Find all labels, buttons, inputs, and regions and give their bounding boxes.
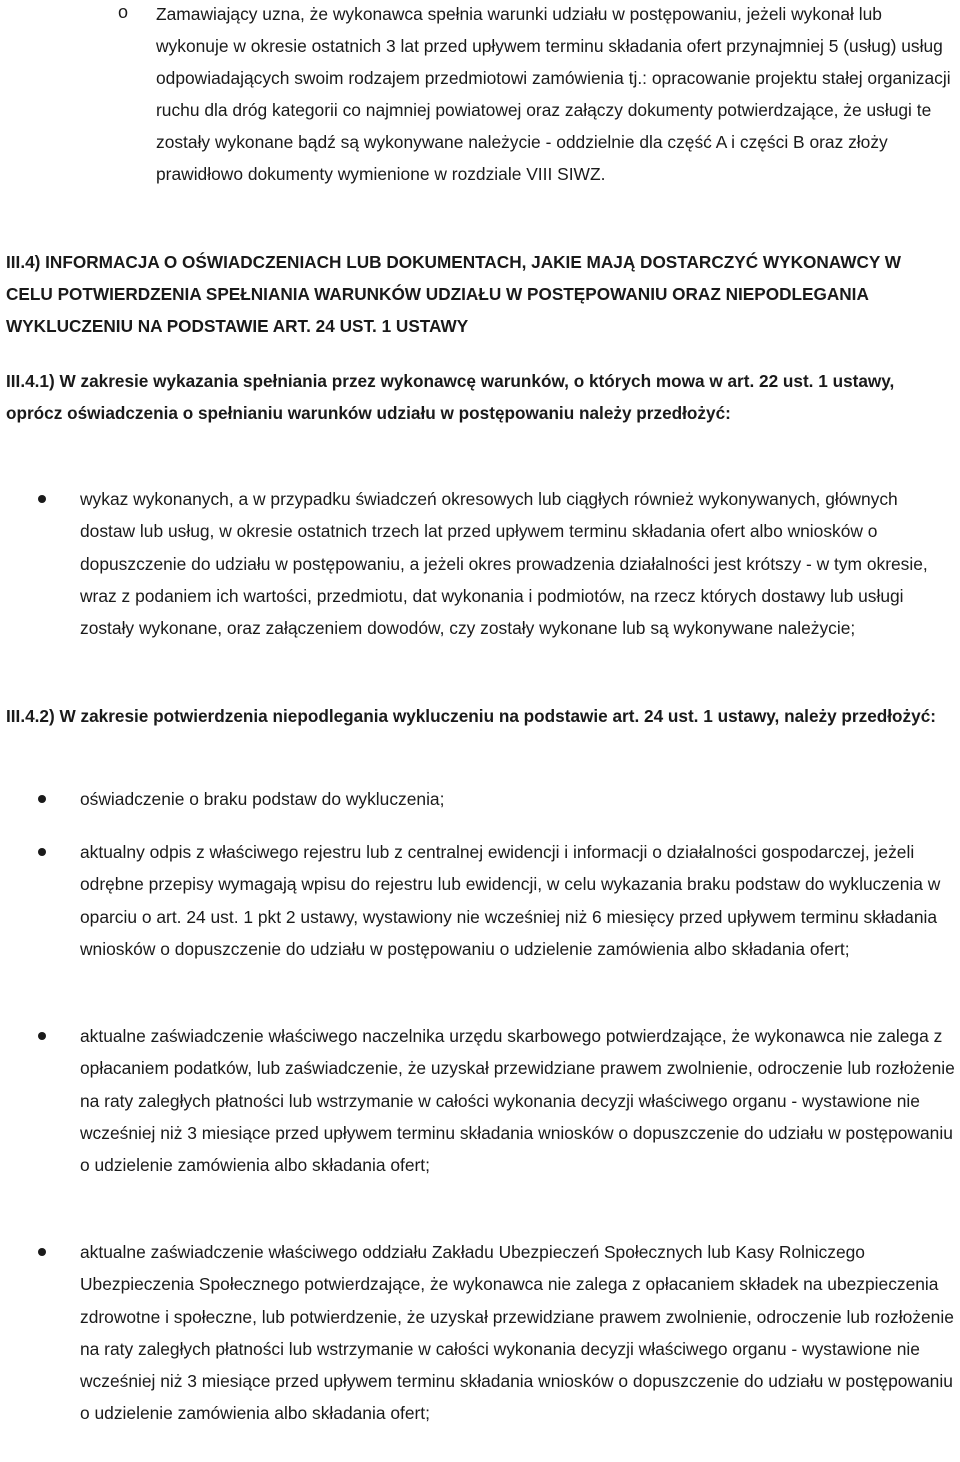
subsection-2-list bbox=[0, 783, 960, 815]
list-item bbox=[0, 783, 960, 815]
circle-bullet-marker: o bbox=[118, 2, 129, 22]
subsection-1-list bbox=[0, 483, 960, 644]
bullet-icon bbox=[38, 1248, 46, 1256]
list-item-text: wykaz wykonanych, a w przypadku świadczeń okresowych lub ciągłych również wykonywanych, głównych dostaw lub usług, w okresie ostatnich trzech lat przed upływem terminu składania ofert albo wniosków o dopuszczenie do udziału w postępowaniu, a jeżeli okres prowadzenia działalności jest krótszy - w tym okresie, wraz z podaniem ich wartości, przedmiotu, dat wykonania i podmiotów, na rzecz których dostawy lub usługi zostały wykonane, oraz załączeniem dowodów, czy zostały wykonane lub są wykonywane należycie; bbox=[80, 489, 928, 639]
section-heading: III.4) INFORMACJA O OŚWIADCZENIACH LUB DOKUMENTACH, JAKIE MAJĄ DOSTARCZYĆ WYKONAWCY W CELU POTWIERDZENIA SPEŁNIANIA WARUNKÓW UDZIAŁU W POSTĘPOWANIU ORAZ NIEPODLEGANIA WYKLUCZENIU NA PODSTAWIE ART. 24 UST. 1 USTAWY bbox=[6, 252, 902, 336]
list-item bbox=[0, 836, 960, 965]
subsection-2-list bbox=[0, 1236, 960, 1430]
list-item-text: aktualne zaświadczenie właściwego oddziału Zakładu Ubezpieczeń Społecznych lub Kasy Rolniczego Ubezpieczenia Społecznego potwierdzające, że wykonawca nie zalega z opłacaniem składek na ubezpieczenia zdrowotne i społeczne, lub potwierdzenie, że uzyskał przewidziane prawem zwolnienie, odroczenie lub rozłożenie na raty zaległych płatności lub wstrzymanie w całości wykonania decyzji właściwego organu - wystawione nie wcześniej niż 3 miesiące przed upływem terminu składania wniosków o dopuszczenie do udziału w postępowaniu o udzielenie zamówienia albo składania ofert; bbox=[80, 1242, 954, 1424]
subsection-1-heading: III.4.1) W zakresie wykazania spełniania przez wykonawcę warunków, o których mowa w art. 22 ust. 1 ustawy, oprócz oświadczenia o spełnianiu warunków udziału w postępowaniu należy przedłożyć: bbox=[6, 371, 895, 423]
subsection-2-list bbox=[0, 1020, 960, 1181]
bullet-icon bbox=[38, 1032, 46, 1040]
list-item-text: oświadczenie o braku podstaw do wykluczenia; bbox=[80, 789, 445, 809]
list-item-text: aktualny odpis z właściwego rejestru lub z centralnej ewidencji i informacji o działalności gospodarczej, jeżeli odrębne przepisy wymagają wpisu do rejestru lub ewidencji, w celu wykazania braku podstaw do wykluczenia w oparciu o art. 24 ust. 1 pkt 2 ustawy, wystawiony nie wcześniej niż 6 miesięcy przed upływem terminu składania wniosków o dopuszczenie do udziału w postępowaniu o udzielenie zamówienia albo składania ofert; bbox=[80, 842, 941, 959]
bullet-icon bbox=[38, 848, 46, 856]
list-item bbox=[0, 0, 960, 190]
subsection-2-list bbox=[0, 836, 960, 965]
bullet-icon bbox=[38, 795, 46, 803]
list-item-text: aktualne zaświadczenie właściwego naczelnika urzędu skarbowego potwierdzające, że wykonawca nie zalega z opłacaniem podatków, lub zaświadczenie, że uzyskał przewidziane prawem zwolnienie, odroczenie lub rozłożenie na raty zaległych płatności lub wstrzymanie w całości wykonania decyzji właściwego organu - wystawione nie wcześniej niż 3 miesiące przed upływem terminu składania wniosków o dopuszczenie do udziału w postępowaniu o udzielenie zamówienia albo składania ofert; bbox=[80, 1026, 955, 1176]
list-item bbox=[0, 1236, 960, 1430]
list-item bbox=[0, 483, 960, 644]
intro-paragraph: Zamawiający uzna, że wykonawca spełnia warunki udziału w postępowaniu, jeżeli wykonał lub wykonuje w okresie ostatnich 3 lat przed upływem terminu składania ofert przynajmniej 5 (usług) usług odpowiadających swoim rodzajem przedmiotowi zamówienia tj.: opracowanie projektu stałej organizacji ruchu dla dróg kategorii co najmniej powiatowej oraz załączy dokumenty potwierdzające, że usługi te zostały wykonane bądź są wykonywane należycie - oddzielnie dla część A i części B oraz złoży prawidłowo dokumenty wymienione w rozdziale VIII SIWZ. bbox=[156, 4, 951, 184]
intro-list bbox=[0, 0, 960, 192]
subsection-2-heading: III.4.2) W zakresie potwierdzenia niepodlegania wykluczeniu na podstawie art. 24 ust. 1 ustawy, należy przedłożyć: bbox=[6, 706, 936, 726]
list-item bbox=[0, 1020, 960, 1181]
bullet-icon bbox=[38, 495, 46, 503]
